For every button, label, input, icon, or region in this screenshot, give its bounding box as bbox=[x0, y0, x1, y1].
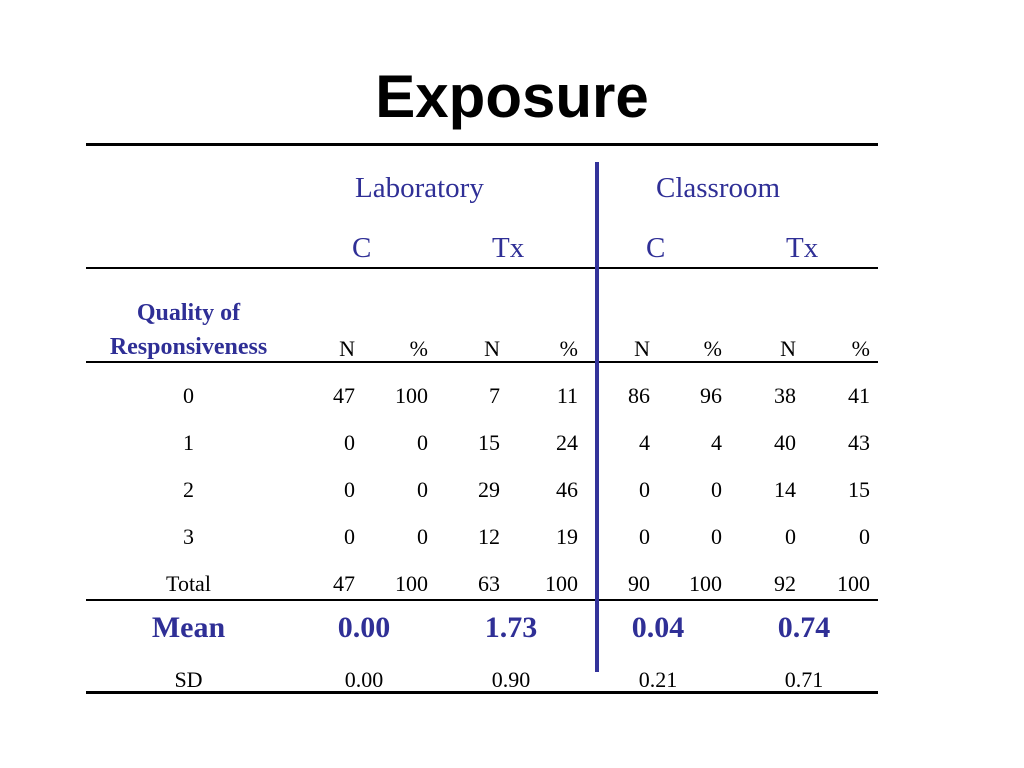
row-header-line1: Quality of bbox=[136, 300, 241, 326]
table-cell: 15 bbox=[848, 477, 870, 502]
table-cell: 63 bbox=[478, 571, 500, 596]
table-cell: 96 bbox=[700, 383, 722, 408]
table-cell: 100 bbox=[689, 571, 722, 596]
col-label: % bbox=[703, 336, 722, 361]
table-cell: 19 bbox=[556, 524, 578, 549]
row-label: Total bbox=[166, 571, 211, 596]
table-cell: 29 bbox=[478, 477, 500, 502]
table-cell: 14 bbox=[774, 477, 796, 502]
mean-value: 0.74 bbox=[777, 611, 831, 644]
table-cell: 0 bbox=[344, 430, 355, 455]
table-cell: 11 bbox=[556, 383, 578, 408]
class-c-header: C bbox=[646, 232, 666, 264]
table-cell: 0 bbox=[639, 477, 650, 502]
mean-value: 0.00 bbox=[337, 611, 391, 644]
table-cell: 0 bbox=[417, 477, 428, 502]
row-label: 0 bbox=[183, 383, 194, 408]
lab-c-header: C bbox=[352, 232, 372, 264]
class-tx-header: Tx bbox=[786, 232, 819, 264]
sd-value: 0.71 bbox=[784, 667, 824, 692]
table-cell: 0 bbox=[344, 524, 355, 549]
col-label: N bbox=[780, 336, 796, 361]
sd-value: 0.00 bbox=[344, 667, 384, 692]
table-cell: 86 bbox=[628, 383, 650, 408]
table-cell: 41 bbox=[848, 383, 870, 408]
row-label: 3 bbox=[183, 524, 194, 549]
row-label: 1 bbox=[183, 430, 194, 455]
table-cell: 47 bbox=[333, 571, 355, 596]
sd-value: 0.90 bbox=[491, 667, 531, 692]
row-header-line2: Responsiveness bbox=[109, 334, 268, 360]
table-cell: 0 bbox=[417, 524, 428, 549]
col-label: N bbox=[339, 336, 355, 361]
table-cell: 24 bbox=[556, 430, 578, 455]
col-label: % bbox=[559, 336, 578, 361]
table-cell: 38 bbox=[774, 383, 796, 408]
table-cell: 4 bbox=[639, 430, 650, 455]
slide-title: Exposure bbox=[375, 63, 649, 130]
lab-tx-header: Tx bbox=[492, 232, 525, 264]
table-cell: 0 bbox=[711, 524, 722, 549]
table-cell: 0 bbox=[344, 477, 355, 502]
table-cell: 4 bbox=[711, 430, 722, 455]
classroom-header: Classroom bbox=[656, 172, 781, 204]
col-label: N bbox=[484, 336, 500, 361]
table-cell: 90 bbox=[628, 571, 650, 596]
table-cell: 100 bbox=[395, 383, 428, 408]
sd-value: 0.21 bbox=[638, 667, 678, 692]
row-label: 2 bbox=[183, 477, 194, 502]
table-cell: 47 bbox=[333, 383, 355, 408]
sd-label: SD bbox=[174, 667, 203, 692]
table-cell: 0 bbox=[711, 477, 722, 502]
mean-label: Mean bbox=[151, 611, 226, 644]
table-cell: 92 bbox=[774, 571, 796, 596]
col-label: % bbox=[409, 336, 428, 361]
table-cell: 15 bbox=[478, 430, 500, 455]
table-cell: 100 bbox=[545, 571, 578, 596]
col-label: N bbox=[634, 336, 650, 361]
table-cell: 0 bbox=[785, 524, 796, 549]
mean-value: 0.04 bbox=[631, 611, 685, 644]
table-cell: 0 bbox=[639, 524, 650, 549]
table-cell: 46 bbox=[556, 477, 578, 502]
mean-value: 1.73 bbox=[484, 611, 538, 644]
table-cell: 100 bbox=[395, 571, 428, 596]
laboratory-header: Laboratory bbox=[355, 172, 484, 204]
table-cell: 12 bbox=[478, 524, 500, 549]
table-cell: 40 bbox=[774, 430, 796, 455]
table-cell: 43 bbox=[848, 430, 870, 455]
total-rule bbox=[86, 599, 878, 601]
col-label: % bbox=[851, 336, 870, 361]
header-rule bbox=[86, 267, 878, 269]
table-cell: 7 bbox=[489, 383, 500, 408]
table-cell: 100 bbox=[837, 571, 870, 596]
table-cell: 0 bbox=[417, 430, 428, 455]
table-top-rule bbox=[86, 143, 878, 146]
table-cell: 0 bbox=[859, 524, 870, 549]
